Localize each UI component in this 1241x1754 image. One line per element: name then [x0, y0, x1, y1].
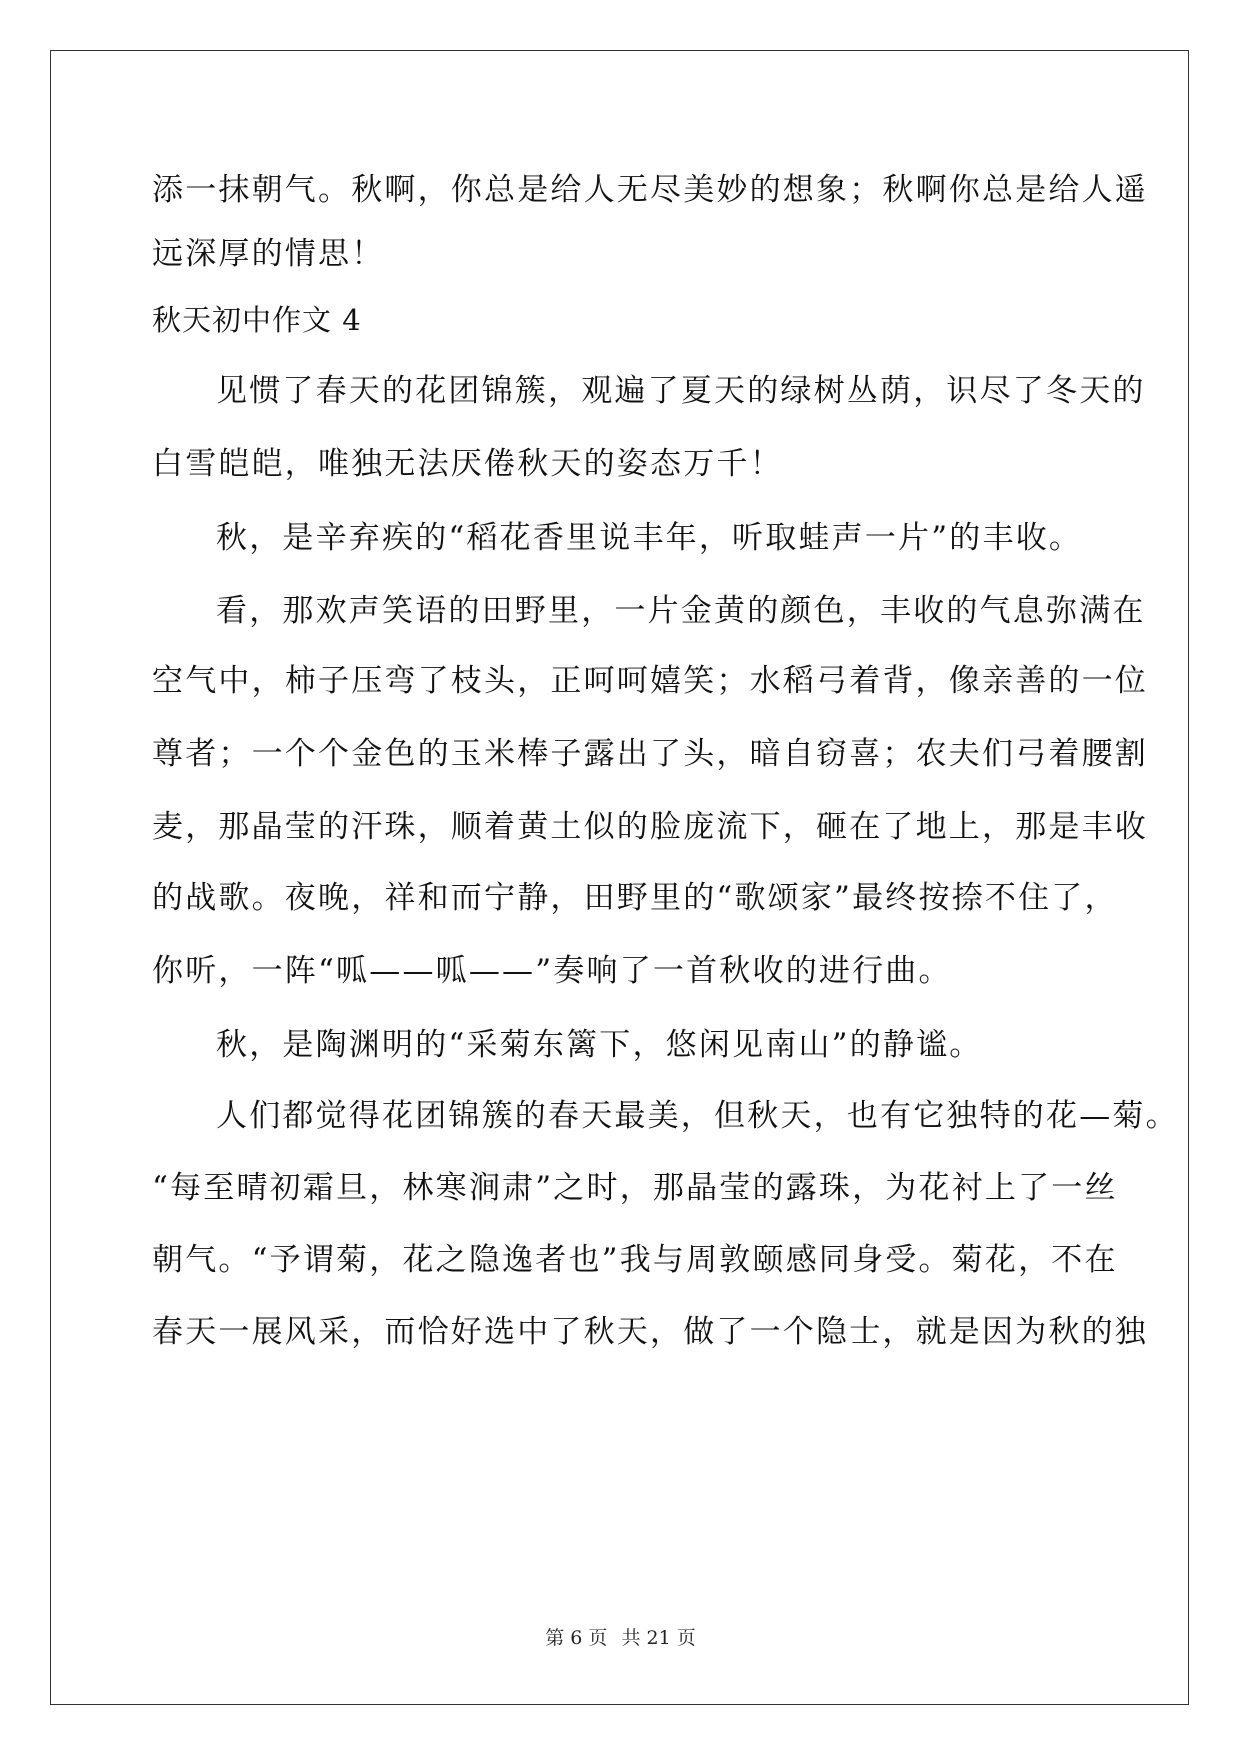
text-line: 尊者；一个个金色的玉米棒子露出了头，暗自窃喜；农夫们弓着腰割 — [152, 736, 1148, 772]
text-line: 秋，是辛弃疾的“稻花香里说丰年，听取蛙声一片”的丰收。 — [216, 520, 1083, 556]
text-line: 春天一展风采，而恰好选中了秋天，做了一个隐士，就是因为秋的独 — [152, 1314, 1148, 1350]
text-line: 你听，一阵“呱——呱——”奏响了一首秋收的进行曲。 — [152, 953, 952, 989]
text-line: 白雪皑皑，唯独无法厌倦秋天的姿态万千！ — [152, 446, 783, 482]
text-line: 麦，那晶莹的汗珠，顺着黄土似的脸庞流下，砸在了地上，那是丰收 — [152, 809, 1148, 845]
page-total: 共 21 页 — [621, 1627, 696, 1649]
text-line: 空气中，柿子压弯了枝头，正呵呵嬉笑；水稻弓着背，像亲善的一位 — [152, 663, 1148, 699]
text-line: 添一抹朝气。秋啊，你总是给人无尽美妙的想象；秋啊你总是给人遥 — [152, 172, 1148, 208]
text-line: 秋，是陶渊明的“采菊东篱下，悠闲见南山”的静谧。 — [216, 1027, 983, 1063]
text-line: “每至晴初霜旦，林寒涧肃”之时，那晶莹的露珠，为花衬上了一丝 — [152, 1170, 1118, 1206]
text-line: 的战歌。夜晚，祥和而宁静，田野里的“歌颂家”最终按捺不住了， — [152, 880, 1118, 916]
text-line: 人们都觉得花团锦簇的春天最美，但秋天，也有它独特的花—菊。 — [216, 1098, 1179, 1134]
section-heading: 秋天初中作文 4 — [152, 303, 362, 337]
text-line: 朝气。“予谓菊，花之隐逸者也”我与周敦颐感同身受。菊花，不在 — [152, 1242, 1118, 1278]
page-footer — [0, 1626, 1241, 1650]
text-line: 看，那欢声笑语的田野里，一片金黄的颜色，丰收的气息弥满在 — [216, 593, 1146, 629]
page-number: 第 6 页 — [545, 1627, 608, 1649]
text-line: 见惯了春天的花团锦簇，观遍了夏天的绿树丛荫，识尽了冬天的 — [216, 373, 1146, 409]
text-line: 远深厚的情思！ — [152, 236, 385, 272]
